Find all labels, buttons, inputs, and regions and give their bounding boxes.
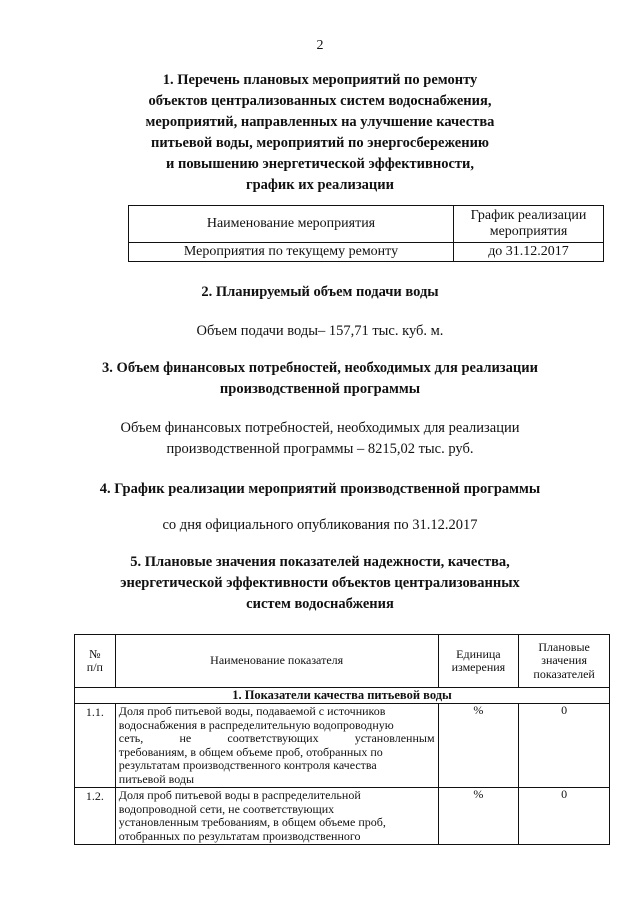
section2-title: 2. Планируемый объем подачи воды: [201, 284, 439, 300]
table-group-row: [75, 688, 610, 704]
table-header-row: [129, 206, 604, 243]
indicator-name: [115, 788, 438, 845]
section1-title-line: объектов централизованных систем водоснабжения,: [148, 93, 492, 109]
section3-title-line: производственной программы: [219, 381, 421, 397]
section1-title-line: мероприятий, направленных на улучшение качества: [145, 114, 495, 130]
section2-text: Объем подачи воды– 157,71 тыс. куб. м.: [196, 323, 444, 339]
col-schedule-header-line: График реализации: [470, 208, 587, 223]
section1-title-line: 1. Перечень плановых мероприятий по ремонту: [162, 72, 478, 88]
indicator-name: [115, 704, 438, 788]
col-planned-value-header: [519, 635, 610, 688]
section4-text: со дня официального опубликования по 31.12.2017: [162, 517, 478, 533]
measures-table: [128, 205, 604, 262]
unit-cell: %: [438, 788, 519, 845]
indicator-name-line: Доля проб питьевой воды, подаваемой с источников: [118, 704, 386, 718]
section1-title-line: график их реализации: [245, 177, 394, 193]
unit-cell: %: [438, 704, 519, 788]
indicator-name-line: питьевой воды: [118, 771, 195, 786]
indicator-name-line: требованиям, в общем объеме проб, отобранных по: [118, 744, 383, 759]
indicator-name-line: водопроводной сети, не соответствующих: [118, 801, 335, 816]
table-row: [129, 243, 604, 262]
section3-title: [0, 358, 640, 400]
indicator-name-line: результатам производственного контроля качества: [118, 758, 377, 772]
page-number: 2: [316, 38, 324, 53]
planned-value-cell: 0: [519, 704, 610, 788]
section3-title-line: 3. Объем финансовых потребностей, необходимых для реализации: [102, 360, 538, 376]
planned-value-cell: 0: [519, 788, 610, 845]
col-number-header: [75, 635, 116, 688]
col-planned-value-header-line: Плановые: [538, 639, 590, 654]
section5-title-line: 5. Плановые значения показателей надежности, качества,: [130, 554, 510, 570]
indicators-table: [74, 634, 610, 845]
measure-name-cell: Мероприятия по текущему ремонту: [129, 243, 454, 262]
col-unit-header-line: Единица: [456, 646, 501, 661]
section4-title: 4. График реализации мероприятий производственной программы: [99, 481, 541, 497]
section1-title: [0, 70, 640, 196]
row-number: 1.1.: [75, 704, 116, 788]
col-number-header-line: №: [89, 646, 101, 661]
group-title: 1. Показатели качества питьевой воды: [75, 688, 610, 704]
indicator-name-line: отобранных по результатам производственного: [118, 828, 361, 843]
col-schedule-header-line: мероприятия: [489, 224, 568, 239]
section5-title-line: систем водоснабжения: [246, 596, 394, 612]
table-row: [75, 788, 610, 845]
col-planned-value-header-line: показателей: [533, 666, 595, 681]
col-schedule-header: [454, 206, 604, 243]
col-number-header-line: п/п: [86, 660, 103, 674]
col-measure-name-header: Наименование мероприятия: [129, 206, 454, 243]
indicator-name-line: водоснабжения в распределительную водопроводную: [118, 717, 394, 732]
measure-schedule-cell: до 31.12.2017: [454, 243, 604, 262]
section3-text: [0, 418, 640, 460]
col-unit-header-line: измерения: [451, 660, 506, 674]
col-unit-header: [438, 635, 519, 688]
col-planned-value-header-line: значения: [541, 653, 587, 668]
section5-title: [0, 552, 640, 615]
col-indicator-name-header: Наименование показателя: [115, 635, 438, 688]
row-number: 1.2.: [75, 788, 116, 845]
section3-text-line: Объем финансовых потребностей, необходимых для реализации: [120, 420, 520, 436]
section1-title-line: питьевой воды, мероприятий по энергосбережению: [150, 135, 490, 151]
table-row: [75, 704, 610, 788]
indicator-name-line: Доля проб питьевой воды в распределительной: [118, 788, 361, 802]
section5-title-line: энергетической эффективности объектов централизованных: [120, 575, 520, 591]
section1-title-line: и повышению энергетической эффективности,: [166, 156, 474, 172]
indicator-name-line: сеть, не соответствующих установленным: [118, 731, 435, 745]
indicator-name-line: установленным требованиям, в общем объеме проб,: [118, 815, 386, 829]
table-header-row: [75, 635, 610, 688]
section3-text-line: производственной программы – 8215,02 тыс. руб.: [166, 441, 474, 457]
